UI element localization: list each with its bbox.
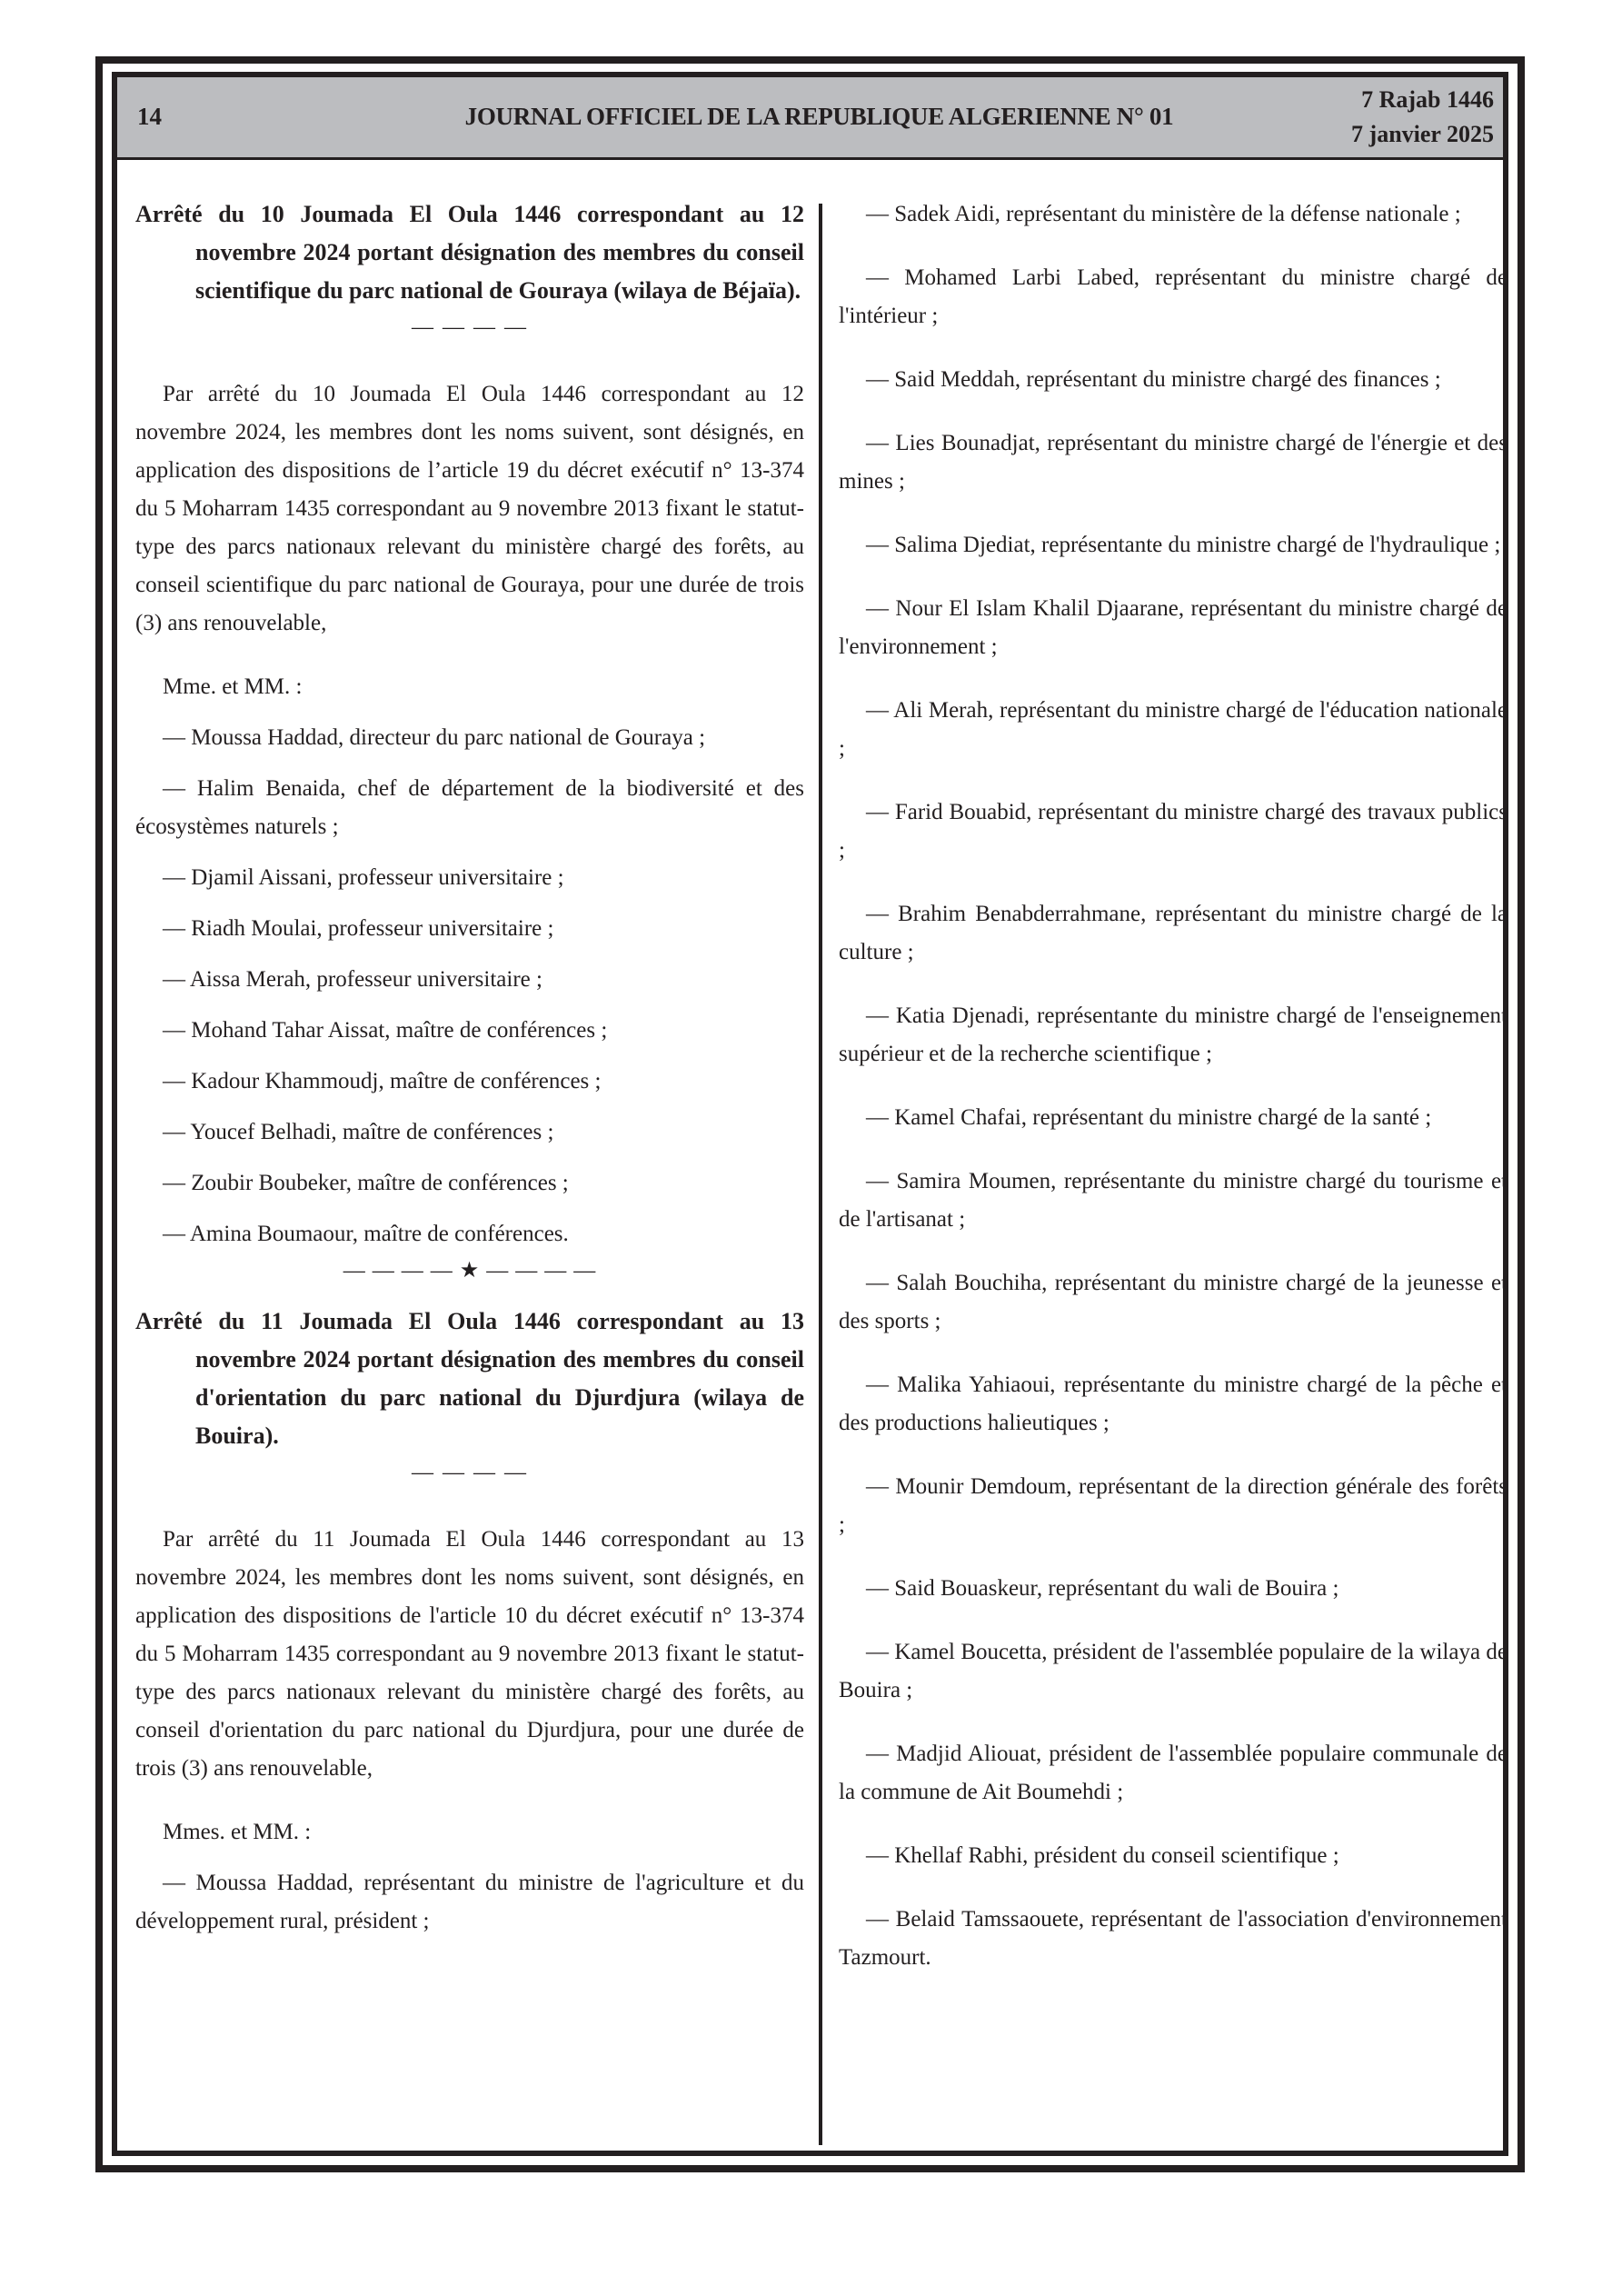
journal-header xyxy=(117,77,1503,160)
decree-body: Par arrêté du 10 Joumada El Oula 1446 correspondant au 12 novembre 2024, les membres dont les noms suivent, sont désignés, en application des dispositions de l’article 19 du décret exécutif n° 13-374 du 5 Moharram 1435 correspondant au 9 novembre 2013 fixant le statut-type des parcs nationaux relevant du ministère chargé des forêts, au conseil scientifique du parc national de Gouraya, pour une durée de trois (3) ans renouvelable, xyxy=(135,382,804,635)
hijri-date: 7 Rajab 1446 xyxy=(1361,86,1494,113)
member-item: — Sadek Aidi, représentant du ministère de la défense nationale ; xyxy=(866,202,1461,226)
page-inner-border xyxy=(112,72,1508,2156)
member-item: — Djamil Aissani, professeur universitaire ; xyxy=(163,865,564,890)
member-item: — Riadh Moulai, professeur universitaire ; xyxy=(163,916,554,941)
decree-body: Par arrêté du 11 Joumada El Oula 1446 correspondant au 13 novembre 2024, les membres dont les noms suivent, sont désignés, en application des dispositions de l'article 10 du décret exécutif n° 13-374 du 5 Moharram 1435 correspondant au 9 novembre 2013 fixant le statut-type des parcs nationaux relevant du ministère chargé des forêts, au conseil d'orientation du parc national du Djurdjura, pour une durée de trois (3) ans renouvelable, xyxy=(135,1527,804,1781)
left-column xyxy=(135,195,804,1953)
member-item: — Moussa Haddad, directeur du parc national de Gouraya ; xyxy=(163,725,706,750)
member-item: — Belaid Tamssaouete, représentant de l'association d'environnement Tazmourt. xyxy=(839,1907,1508,1970)
member-item: — Kamel Chafai, représentant du ministre chargé de la santé ; xyxy=(866,1105,1432,1130)
member-item: — Salima Djediat, représentante du ministre chargé de l'hydraulique ; xyxy=(866,533,1501,557)
decree-gouraya xyxy=(135,195,804,1253)
page-number: 14 xyxy=(137,103,162,130)
member-item: — Youcef Belhadi, maître de conférences ; xyxy=(163,1120,554,1144)
member-item: — Amina Boumaour, maître de conférences. xyxy=(163,1222,569,1246)
member-item: — Kamel Boucetta, président de l'assemblée populaire de la wilaya de Bouira ; xyxy=(839,1640,1508,1702)
member-item: — Nour El Islam Khalil Djaarane, représentant du ministre chargé de l'environnement ; xyxy=(839,596,1508,659)
member-item: — Zoubir Boubeker, maître de conférences ; xyxy=(163,1171,569,1195)
decree-heading: Arrêté du 10 Joumada El Oula 1446 correspondant au 12 novembre 2024 portant désignation des membres du conseil scientifique du parc national de Gouraya (wilaya de Béjaïa). xyxy=(135,201,804,304)
star-icon: — — — — ★ — — — — xyxy=(343,1259,597,1283)
member-item: — Mohamed Larbi Labed, représentant du ministre chargé de l'intérieur ; xyxy=(839,265,1508,328)
short-separator: — — — — xyxy=(412,315,528,339)
member-item: — Katia Djenadi, représentante du ministre chargé de l'enseignement supérieur et de la recherche scientifique ; xyxy=(839,1003,1508,1066)
member-item: — Farid Bouabid, représentant du ministre chargé des travaux publics ; xyxy=(839,800,1508,863)
salutation: Mmes. et MM. : xyxy=(163,1820,312,1844)
member-item: — Halim Benaida, chef de département de la biodiversité et des écosystèmes naturels ; xyxy=(135,776,804,839)
member-item: — Samira Moumen, représentante du ministre chargé du tourisme et de l'artisanat ; xyxy=(839,1169,1508,1232)
short-separator: — — — — xyxy=(412,1461,528,1484)
page-outer-border xyxy=(95,56,1525,2172)
member-item: — Mounir Demdoum, représentant de la direction générale des forêts ; xyxy=(839,1474,1508,1537)
column-divider xyxy=(819,204,822,2145)
journal-title: JOURNAL OFFICIEL DE LA REPUBLIQUE ALGERIENNE N° 01 xyxy=(464,103,1174,130)
member-item: — Lies Bounadjat, représentant du ministre chargé de l'énergie et des mines ; xyxy=(839,431,1508,494)
member-item: — Kadour Khammoudj, maître de conférences ; xyxy=(163,1069,602,1093)
decree-djurdjura xyxy=(135,1303,804,1941)
member-item: — Ali Merah, représentant du ministre chargé de l'éducation nationale ; xyxy=(839,698,1508,761)
member-item: — Said Bouaskeur, représentant du wali de Bouira ; xyxy=(866,1576,1339,1601)
member-item: — Said Meddah, représentant du ministre chargé des finances ; xyxy=(866,367,1441,392)
gregorian-date: 7 janvier 2025 xyxy=(1351,121,1494,147)
member-item: — Khellaf Rabhi, président du conseil scientifique ; xyxy=(866,1843,1339,1868)
member-item: — Mohand Tahar Aissat, maître de conférences ; xyxy=(163,1018,608,1043)
star-separator xyxy=(135,1257,804,1284)
issue-dates xyxy=(1351,83,1494,152)
decree-heading: Arrêté du 11 Joumada El Oula 1446 correspondant au 13 novembre 2024 portant désignation des membres du conseil d'orientation du parc national du Djurdjura (wilaya de Bouira). xyxy=(135,1308,804,1449)
member-item: — Aissa Merah, professeur universitaire ; xyxy=(163,967,542,992)
right-column xyxy=(839,195,1508,2002)
member-item: — Brahim Benabderrahmane, représentant du ministre chargé de la culture ; xyxy=(839,902,1508,964)
member-item: — Madjid Aliouat, président de l'assemblée populaire communale de la commune de Ait Boumehdi ; xyxy=(839,1742,1508,1804)
salutation: Mme. et MM. : xyxy=(163,674,303,699)
member-item: — Malika Yahiaoui, représentante du ministre chargé de la pêche et des productions halieutiques ; xyxy=(839,1373,1508,1435)
member-item: — Moussa Haddad, représentant du ministre de l'agriculture et du développement rural, président ; xyxy=(135,1871,804,1933)
member-item: — Salah Bouchiha, représentant du ministre chargé de la jeunesse et des sports ; xyxy=(839,1271,1508,1333)
